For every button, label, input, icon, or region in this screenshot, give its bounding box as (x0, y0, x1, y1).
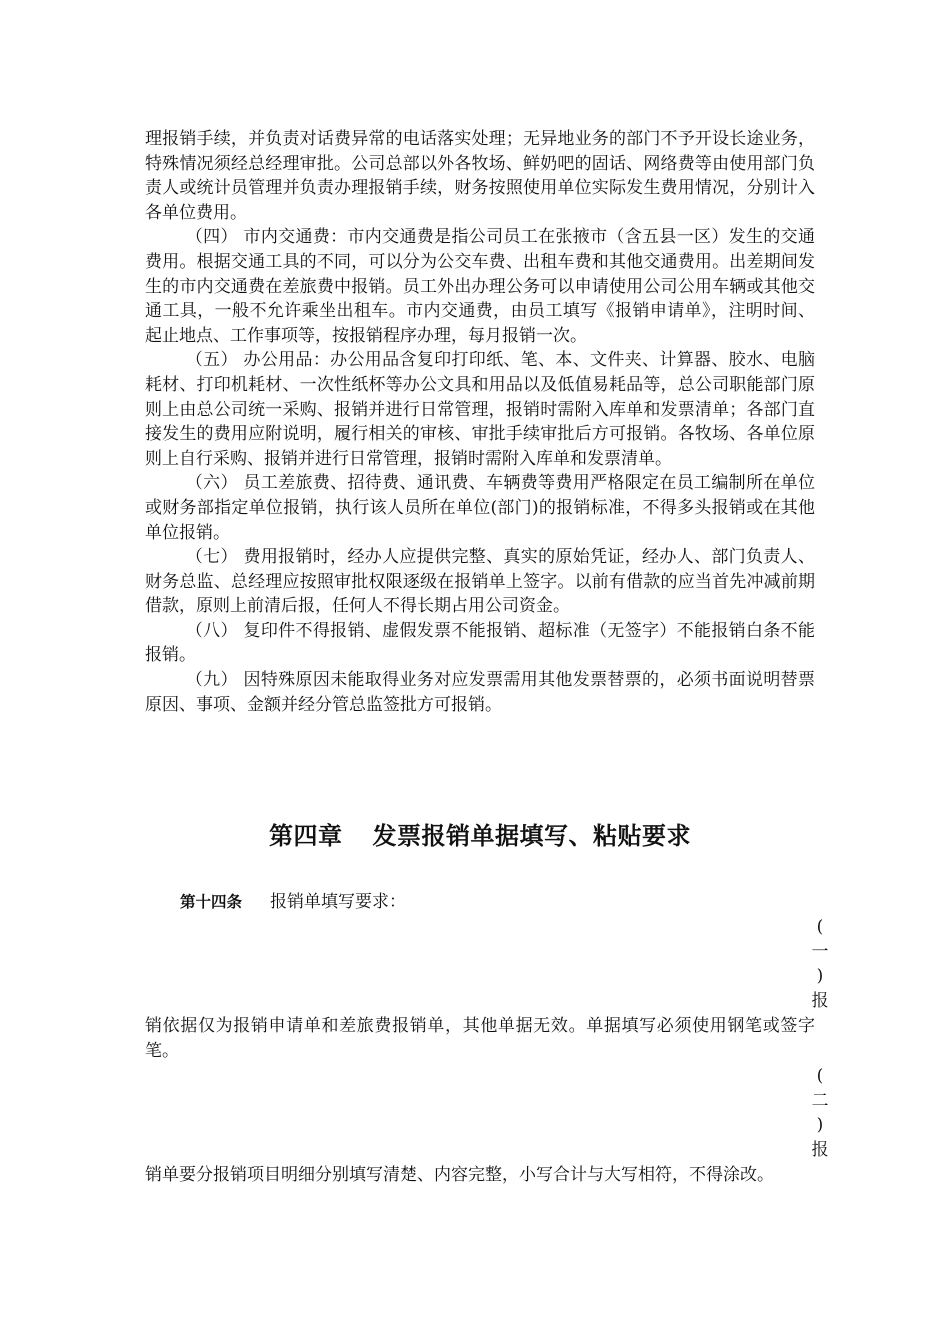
paragraph-item-9: （九） 因特殊原因未能取得业务对应发票需用其他发票替票的，必须书面说明替票原因、事项、金额并经分管总监签批方可报销。 (145, 670, 815, 715)
paragraph-item-5: （五） 办公用品：办公用品含复印打印纸、笔、本、文件夹、计算器、胶水、电脑耗材、打印机耗材、一次性纸杯等办公文具和用品以及低值易耗品等，总公司职能部门原则上由总公司统一采购、报销并进行日常管理，报销时需附入库单和发票清单；各部门直接发生的费用应附说明，履行相关的审核、审批手续审批后方可报销。各牧场、各单位原则上自行采购、报销并进行日常管理，报销时需附入库单和发票清单。 (145, 350, 815, 469)
marker-char: ( (816, 917, 824, 937)
chapter-heading (145, 818, 815, 854)
marker-char: ( (816, 1066, 824, 1086)
body-text (145, 127, 815, 717)
marker-char: ) (816, 1115, 824, 1135)
paragraph-item-7: （七） 费用报销时，经办人应提供完整、真实的原始凭证，经办人、部门负责人、财务总监、总经理应按照审批权限逐级在报销单上签字。以前有借款的应当首先冲减前期借款，原则上前清后报，任何人不得长期占用公司资金。 (145, 547, 815, 617)
item-1-marker (808, 915, 832, 1013)
marker-char: 一 (811, 941, 829, 962)
item-1-text: 销依据仅为报销申请单和差旅费报销单，其他单据无效。单据填写必须使用钢笔或签字笔。 (145, 1016, 815, 1061)
article-number: 第十四条 (180, 893, 243, 911)
paragraph-item-8: （八） 复印件不得报销、虚假发票不能报销、超标准（无签字）不能报销白条不能报销。 (145, 620, 815, 666)
marker-char: 二 (811, 1090, 829, 1111)
marker-char: 报 (811, 1139, 829, 1160)
chapter-number: 第四章 (269, 822, 343, 850)
marker-char: 报 (811, 990, 829, 1011)
article-title: 报销单填写要求： (270, 892, 407, 912)
chapter-title: 发票报销单据填写、粘贴要求 (372, 822, 691, 850)
paragraph-item-6: （六） 员工差旅费、招待费、通讯费、车辆费等费用严格限定在员工编制所在单位或财务部指定单位报销，执行该人员所在单位(部门)的报销标准，不得多头报销或在其他单位报销。 (145, 473, 815, 543)
paragraph-continuation: 理报销手续，并负责对话费异常的电话落实处理；无异地业务的部门不予开设长途业务，特殊情况须经总经理审批。公司总部以外各牧场、鲜奶吧的固话、网络费等由使用部门负责人或统计员管理并负责办理报销手续，财务按照使用单位实际发生费用情况，分别计入各单位费用。 (145, 129, 815, 223)
article-heading (180, 890, 406, 914)
paragraph-item-4: （四） 市内交通费：市内交通费是指公司员工在张掖市（含五县一区）发生的交通费用。根据交通工具的不同，可以分为公交车费、出租车费和其他交通费用。出差期间发生的市内交通费在差旅费中报销。员工外出办理公务可以申请使用公司公用车辆或其他交通工具，一般不允许乘坐出租车。市内交通费，由员工填写《报销申请单》，注明时间、起止地点、工作事项等，按报销程序办理，每月报销一次。 (145, 227, 815, 346)
marker-char: ) (816, 966, 824, 986)
item-2-text: 销单要分报销项目明细分别填写清楚、内容完整，小写合计与大写相符，不得涂改。 (145, 1165, 774, 1185)
item-2-marker (808, 1064, 832, 1162)
